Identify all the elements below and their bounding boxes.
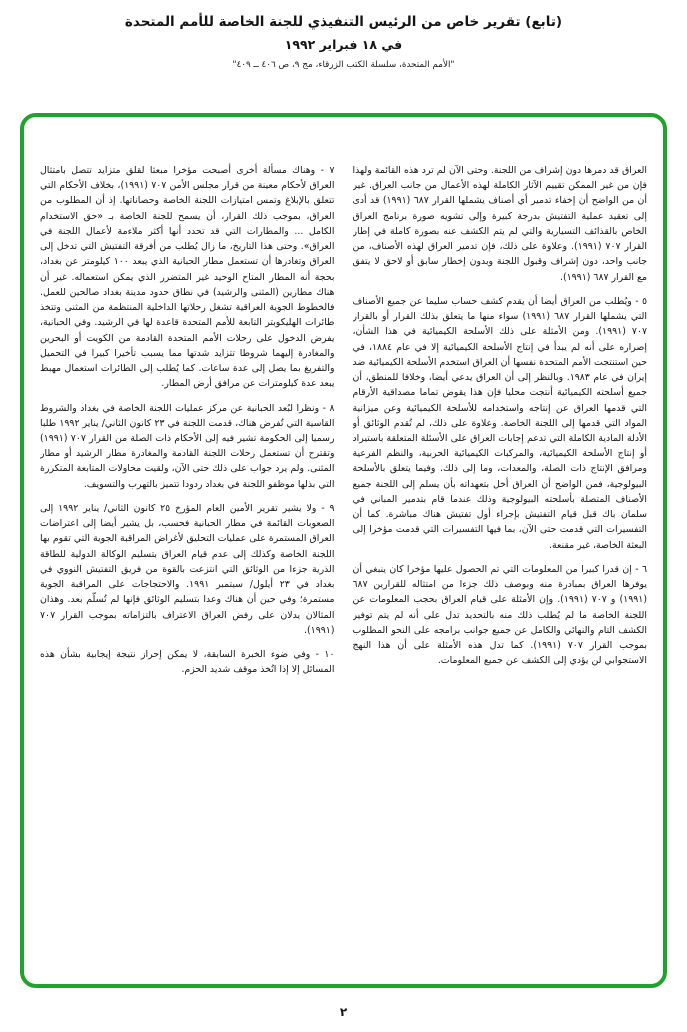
- content-border-box: [20, 113, 667, 988]
- paragraph-6: ٦ - إن قدرا كبيرا من المعلومات التي تم الحصول عليها مؤخرا كان ينبغي أن يوفرها العراق بمبادرة منه وبوصف ذلك جزءا من امتثاله للقرارين ٦٨٧ (١٩٩١) و ٧٠٧ (١٩٩١). وإن الأمثلة على قيام العراق بحجب المعلومات عن اللجنة الخاصة ما لم يُطلب ذلك منه بالتحديد تدل على أنه لم يتم توفير الكشف التام والنهائي والكامل عن جميع جوانب برامجه على النحو المطلوب بموجب القرار ٧٠٧ (١٩٩١). كما تدل هذه الأمثلة على أن هذا النهج الاستجوابي لن يؤدي إلى الكشف عن جميع المعلومات.: [352, 563, 647, 667]
- paragraph-7: ٧ - وهناك مسألة أخرى أصبحت مؤخرا مبعثا لقلق متزايد تتصل بامتثال العراق لأحكام معينة من قرار مجلس الأمن ٧٠٧ (١٩٩١)، بخلاف الأحكام التي تتعلق بالإبلاغ وتمس امتيازات اللجنة الخاصة وحصاناتها. إذ أن المطلوب من العراق، بموجب ذلك القرار، أن يسمح للجنة الخاصة بـ «حق الاستخدام الكامل ... والمطارات التي قد تحدد أنها أكثر ملاءمة لأعمال اللجنة في العراق». وحتى هذا التاريخ، ما زال يُطلب من أفرقة التفتيش التي تدخل إلى العراق وتغادرها أن تستعمل مطار الحبانية الذي يبعد ١٠٠ كيلومتر عن بغداد، بحجة أنه المطار المتاح الوحيد غير المتضرر الذي يمكن استعماله. غير أن هناك مطارين (المثنى والرشيد) في نطاق حدود مدينة بغداد صالحين للعمل. فالخطوط الجوية العراقية تشغل رحلاتها الداخلية المنتظمة من المثنى وتتخذ طائرات الهليكوبتر التابعة للأمم المتحدة قاعدة لها في الرشيد. وفي الحبانية، يفرض الدخول على رحلات الأمم المتحدة القادمة من الكويت أو البحرين والمغادرة إليهما شروطا تتزايد شدتها مما يسبب تأخيرا كبيرا في التحميل والتفريغ بما يصل إلى عدة ساعات. كما يُطلب إلى الطائرات استعمال مهبط يبعد عدة كيلومترات عن مرافق أرض المطار.: [40, 165, 335, 390]
- document-title: (تابع) تقرير خاص من الرئيس التنفيذي للجنة الخاصة للأمم المتحدة: [124, 14, 563, 30]
- page-number: ٢: [339, 1005, 348, 1019]
- paragraph-10: ١٠ - وفي ضوء الخبرة السابقة، لا يمكن إحراز نتيجة إيجابية بشأن هذه المسائل إلا إذا اتُخذ موقف شديد الحزم.: [40, 649, 335, 676]
- paragraph-5: ٥ - ويُطلب من العراق أيضا أن يقدم كشف حساب سليما عن جميع الأصناف التي يشملها القرار ٦٨٧ (١٩٩١) سواء منها ما يتعلق بذلك القرار أو بالقرار ٧٠٧ (١٩٩١). ومن الأمثلة على ذلك الأسلحة الكيميائية في هذا الشأن، إصراره على أنه لم يبدأ في إنتاج الأسلحة الكيميائية إلا في عام ١٨٨٤، في حين استنتجت الأمم المتحدة نفسها أن العراق استخدم الأسلحة الكيميائية ضد إيران في عام ١٩٨٣. وبالنظر إلى أن العراق يدعي أيضا، وخلافا للمنطق، أن جميع أسلحته الكيميائية أنتجت محليا فإن هذا يقوض تماما مصداقية الأرقام التي قدمها العراق عن إنتاجه واستخدامه للأسلحة الكيميائية وعن ميزانية المواد التي قدمها إلى اللجنة الخاصة. وعلاوة على ذلك، لم تُقدم الوثائق أو الأدلة المادية الكاملة التي تدعم إجابات العراق على الأسئلة المتعلقة باستيراد أو إنتاج الأسلحة الكيميائية، والمركبات الكيميائية الحربية، والنظم الفرعية ومرافق الإنتاج ذات الصلة، والمعدات، وما إلى ذلك. وفيما يتعلق بالأسلحة البيولوجية، فمن الواضح أن العراق أخل بتعهداته بأن يسلم إلى اللجنة جميع الأصناف المتصلة بأسلحته البيولوجية وذلك عندما قام بتدمير المباني في سلمان باك قبل قيام التفتيش بإجراء أول تفتيش هناك مباشرة. كما أن التفسيرات التي قدمت حتى الآن، بما فيها التفسيرات التي قدمت مؤخرا إلى البعثة الخاصة، غير مقنعة.: [352, 295, 647, 551]
- document-date-line: في ١٨ فبراير ١٩٩٢: [284, 37, 403, 52]
- document-header: [0, 0, 687, 70]
- column-right: [353, 163, 648, 966]
- document-source-citation: "الأمم المتحدة، سلسلة الكتب الزرقاء، مج ٩، ص ٤٠٦ ــ ٤٠٩": [232, 60, 455, 70]
- paragraph-8: ٨ - ونظرا لبُعد الحبانية عن مركز عمليات اللجنة الخاصة في بغداد والشروط القاسية التي تُفرض هناك، قدمت اللجنة في ٢٣ كانون الثاني/ يناير ١٩٩٢ طلبا رسميا إلى الحكومة تشير فيه إلى الأحكام ذات الصلة من القرار ٧٠٧ (١٩٩١) وتقترح أن تستعمل رحلات اللجنة القادمة والمغادرة مطار الرشيد أو مطار المثنى. ولم يرد جواب على ذلك حتى الآن، ولقيت محاولات المتابعة المتكررة التي بذلها موظفو اللجنة في بغداد ردودا تتميز بالتهرب والتسويف.: [40, 402, 335, 490]
- column-left: [40, 163, 335, 966]
- paragraph-9: ٩ - ولا يشير تقرير الأمين العام المؤرخ ٢٥ كانون الثاني/ يناير ١٩٩٢ إلى الصعوبات القائمة في مطار الحبانية فحسب، بل يشير أيضا إلى اعتراضات العراق المستمرة على عمليات التحليق لأغراض المراقبة الجوية التي تقوم بها اللجنة الخاصة وكذلك إلى عدم قيام العراق بتسليم الوكالة الدولية للطاقة الذرية جزءا من الوثائق التي انتزعت بالقوة من فريق التفتيش النووي في بغداد في ٢٣ أيلول/ سبتمبر ١٩٩١. والاحتجاجات على المراقبة الجوية مستمرة؛ وفي حين أن هناك وعدا بتسليم الوثائق فإنها لم تُسلّم بعد. وهذان المثالان يدلان على رفض العراق الاعتراف بالتزاماته بموجب القرار ٧٠٧ (١٩٩١).: [40, 502, 335, 636]
- two-column-layout: [40, 163, 647, 966]
- paragraph-continuation: العراق قد دمرها دون إشراف من اللجنة. وحتى الآن لم ترد هذه القائمة ولهذا فإن من غير الممكن تقييم الآثار الكاملة لهذه الأعمال من جانب العراق. غير أن من الواضح أن إخفاء تدمير أي أصناف يشملها القرار ٦٨٧ (١٩٩١) قد أدى إلى تعقيد عملية التفتيش بدرجة كبيرة وإلى تشويه صورة برنامج العراق الخاص بالقذائف التسيارية والتي لم يتم الكشف عنه بصورة كاملة في إطار القرار ٧٠٧ (١٩٩١). وعلاوة على ذلك، فإن تدمير العراق لهذه الأصناف، من جانب واحد، دون إشراف وقبول اللجنة وبدون إخطار سابق أو لاحق لا يتفق مع القرار ٦٨٧ (١٩٩١).: [352, 165, 647, 283]
